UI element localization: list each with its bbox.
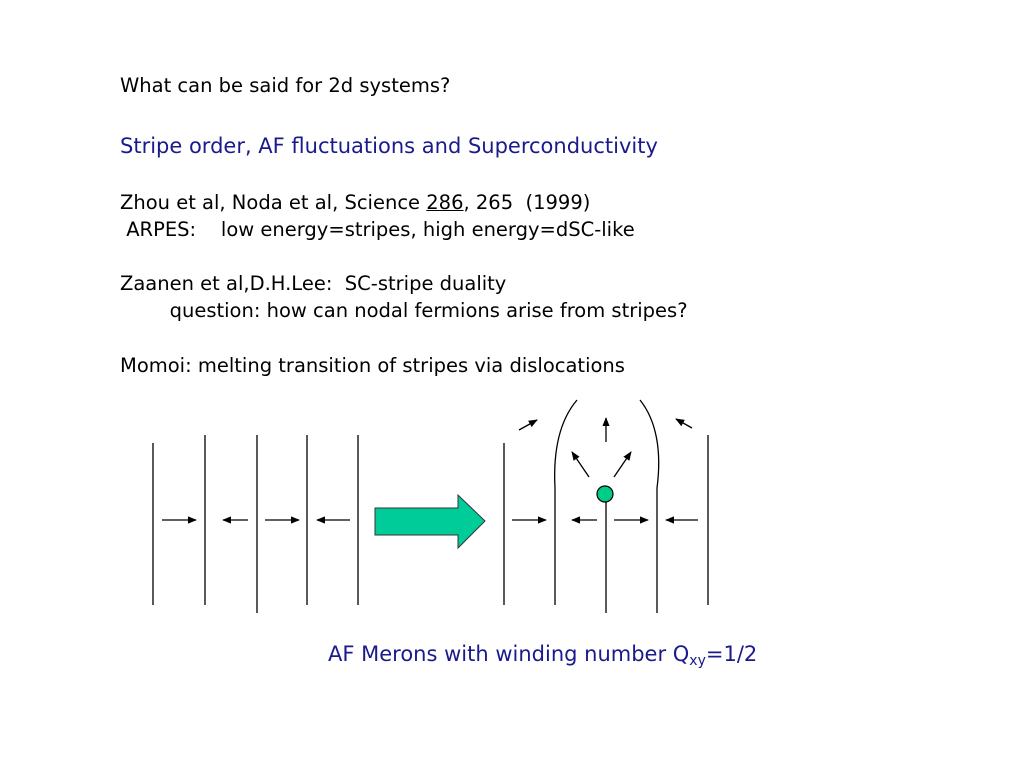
reference-zhou-authors: Zhou et al, Noda et al, Science [120, 191, 427, 214]
dislocation-curve-left [555, 400, 577, 488]
meron-arrow-upright [614, 452, 631, 477]
reference-zhou-pages: , 265 (1999) [463, 191, 591, 214]
meron-core [597, 486, 613, 502]
transform-arrow [375, 495, 485, 548]
reference-zaanen: Zaanen et al,D.H.Lee: SC-stripe duality [120, 272, 507, 295]
slide-subtitle: Stripe order, AF fluctuations and Superconductivity [120, 134, 658, 158]
caption-suffix: =1/2 [705, 642, 758, 666]
far-arrow-left [519, 420, 537, 430]
reference-momoi: Momoi: melting transition of stripes via dislocations [120, 354, 625, 377]
slide-heading: What can be said for 2d systems? [120, 74, 451, 97]
meron-arrow-upleft [572, 452, 589, 477]
caption-subscript: xy [689, 653, 706, 669]
dislocation-curve-right [640, 400, 659, 488]
reference-zhou-volume: 286 [426, 191, 464, 214]
caption-prefix: AF Merons with winding number Q [328, 642, 690, 666]
far-arrow-right [676, 419, 692, 428]
reference-zhou-arpes: ARPES: low energy=stripes, high energy=dSC-like [120, 218, 635, 241]
diagram-caption [328, 640, 757, 675]
reference-zaanen-question: question: how can nodal fermions arise from stripes? [120, 299, 688, 322]
